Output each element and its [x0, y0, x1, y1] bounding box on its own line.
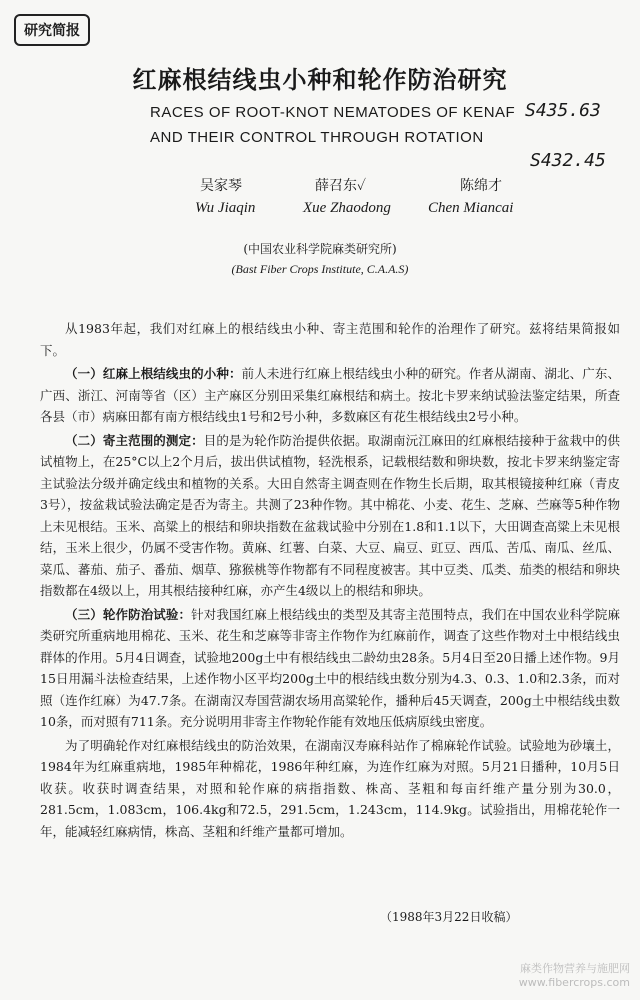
section-badge: 研究简报	[14, 14, 90, 46]
watermark-url: www.fibercrops.com	[518, 976, 630, 989]
watermark	[519, 962, 630, 990]
authors-chinese	[0, 175, 640, 197]
section-2-paragraph	[40, 430, 620, 602]
author-en-1: Wu Jiaqin	[195, 200, 256, 216]
institute-english: (Bast Fiber Crops Institute, C.A.A.S)	[231, 262, 409, 276]
watermark-chinese: 麻类作物营养与施肥网	[520, 962, 630, 975]
received-date: （1988年3月22日收稿）	[380, 910, 518, 924]
title-english	[150, 100, 515, 150]
author-en-2: Xue Zhaodong	[303, 200, 391, 216]
section-2-heading: （二）寄主范围的测定：	[65, 432, 204, 448]
section-1-paragraph	[40, 363, 620, 428]
intro-paragraph: 从1983年起，我们对红麻上的根结线虫小种、寄主范围和轮作的治理作了研究。兹将结果简报如下。	[40, 321, 620, 358]
institute-chinese: (中国农业科学院麻类研究所)	[243, 242, 397, 256]
article-body	[40, 318, 620, 844]
section-3-paragraph	[40, 604, 620, 733]
authors-english	[0, 200, 640, 222]
handwritten-class-number-1: S435.63	[525, 100, 601, 121]
author-cn-2: 薛召东✓	[315, 178, 367, 194]
author-en-3: Chen Miancai	[428, 200, 514, 216]
title-english-line2: AND THEIR CONTROL THROUGH ROTATION	[150, 129, 484, 146]
author-cn-1: 吴家琴	[200, 178, 242, 194]
handwritten-class-number-2: S432.45	[530, 150, 606, 171]
title-chinese: 红麻根结线虫小种和轮作防治研究	[132, 66, 508, 94]
author-cn-3: 陈绵才	[460, 178, 502, 194]
section-2-text: 目的是为轮作防治提供依据。取湖南沅江麻田的红麻根结接种于盆栽中的供试植物上，在25°C以上2个月后，拔出供试植物，轻洗根系，记载根结数和卵块数，按北卡罗来纳鉴定寄主试验法分级并确定线虫和植物的关系。大田自然寄主调查则在作物生长后期，取其根镜接种红麻（青皮3号），按盆栽试验法确定是否为寄主。共测了23种作物。其中棉花、小麦、花生、芝麻、苎麻等5种作物上未见根结。玉米、高粱上的根结和卵块指数在盆栽试验中分别在1.8和1.1以下，大田调查高粱上未见根结，玉米上很少，仍属不受害作物。黄麻、红薯、白菜、大豆、扁豆、豇豆、西瓜、苦瓜、南瓜、丝瓜、菜瓜、蕃茄、茄子、番茄、烟草、猕猴桃等作物都有不同程度被害。其中豆类、瓜类、茄类的根结和卵块指数都在4级以上，用其根结接种红麻，亦产生4级以上的根结和卵块。	[40, 432, 620, 598]
section-1-heading: （一）红麻上根结线虫的小种：	[65, 366, 242, 381]
section-3-heading: （三）轮作防治试验：	[65, 606, 192, 622]
title-english-line1: RACES OF ROOT-KNOT NEMATODES OF KENAF	[150, 104, 516, 121]
final-paragraph: 为了明确轮作对红麻根结线虫的防治效果，在湖南汉寿麻科站作了棉麻轮作试验。试验地为砂壤土，1984年为红麻重病地，1985年种棉花，1986年种红麻，为连作红麻为对照。5月21日播种，10月5日收获。收获时调查结果，对照和轮作麻的病指指数、株高、茎粗和每亩纤维产量分别为30.0，281.5cm，1.083cm，106.4kg和72.5，291.5cm，1.243cm，114.9kg。试验指出，用棉花轮作一年，能减轻红麻病情，株高、茎粗和纤维产量都可增加。	[40, 737, 620, 839]
section-3-text: 针对我国红麻上根结线虫的类型及其寄主范围特点，我们在中国农业科学院麻类研究所重病地用棉花、玉米、花生和芝麻等非寄主作物作为红麻前作，调查了这些作物对土中根结线虫群体的作用。5月4日调查，试验地200g土中有根结线虫二龄幼虫28条。5月4日至20日播上述作物。9月15日用漏斗法检查结果，上述作物小区平均200g土中的根结线虫数分别为4.3、0.3、1.0和2.3条，而对照（连作红麻）为47.7条。在湖南汉寿国营湖农场用高粱轮作，播种后45天调查，200g土中根结线虫数10条，而对照有711条。充分说明用非寄主作物轮作能有效地压低病原线虫密度。	[40, 606, 620, 729]
section-1-text: 前人未进行红麻上根结线虫小种的研究。作者从湖南、湖北、广东、广西、浙江、河南等省（区）主产麻区分别田采集红麻根结和病土。按北卡罗来纳试验法鉴定结果，所查各县（市）病麻田都有南方根结线虫1号和2号小种，多数麻区有花生根结线虫2号小种。	[40, 366, 620, 424]
